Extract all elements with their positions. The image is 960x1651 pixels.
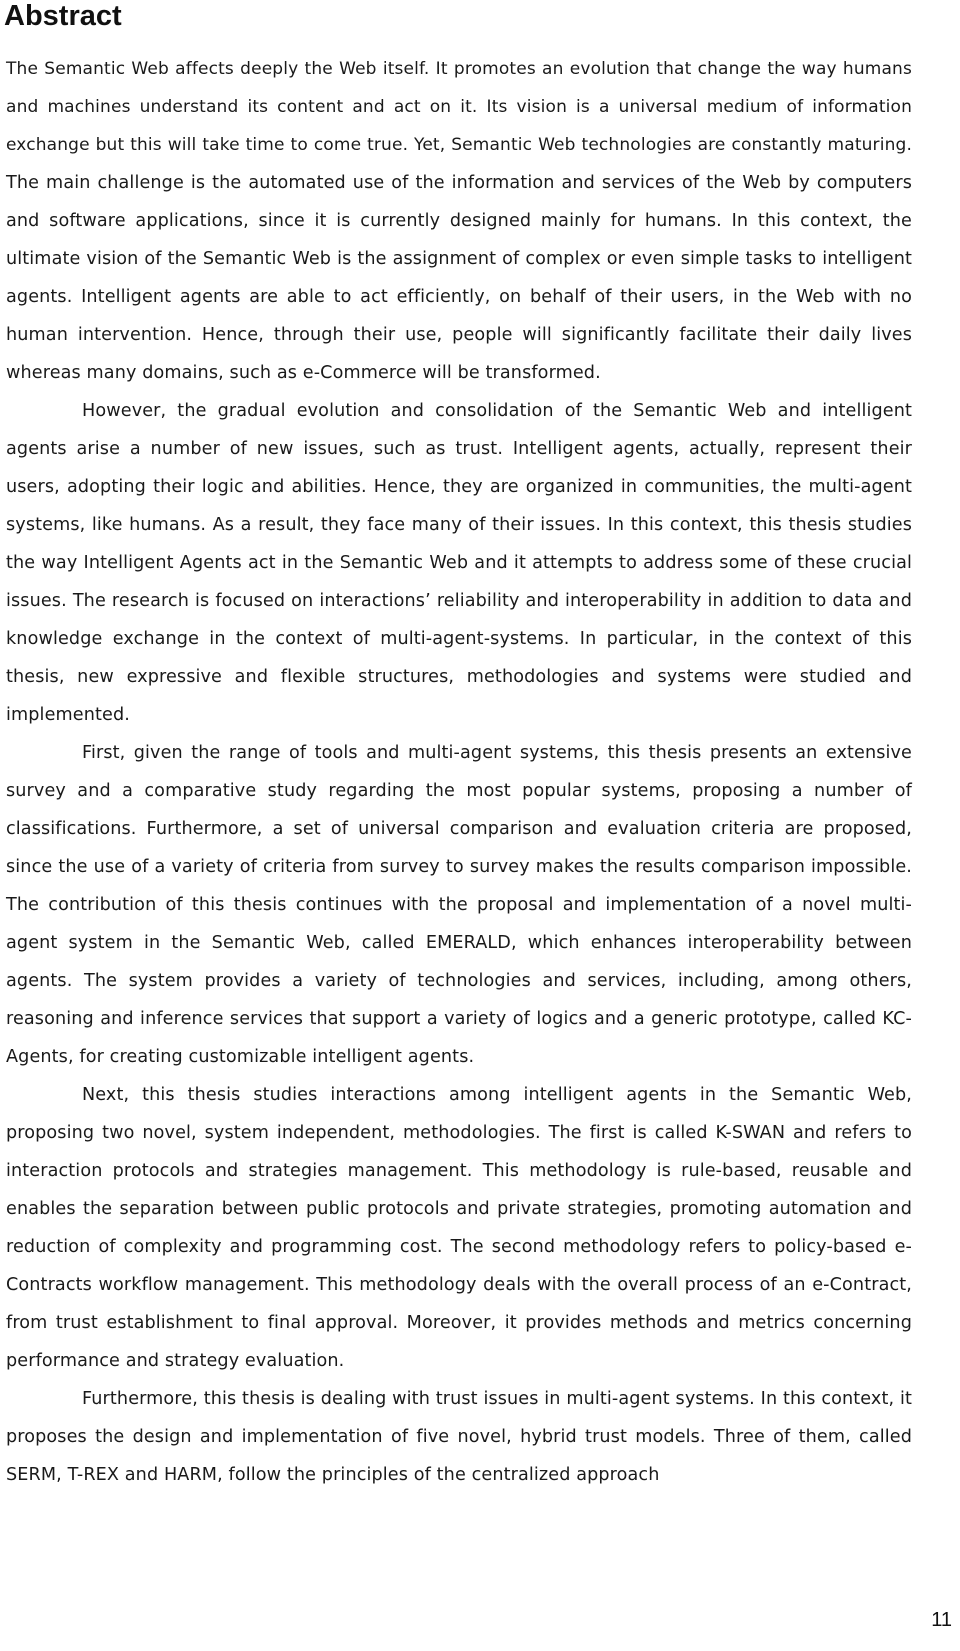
paragraph-1-rest: The main challenge is the automated use of the information and services of the Web by computers and software applications, since it is currently designed mainly for humans. In this context, the ultimate vision of the Semantic Web is the assignment of complex or even simple tasks to intelligent agents. Intelligent agents are able to act efficiently, on behalf of their users, in the Web with no human intervention. Hence, through their use, people will significantly facilitate their daily lives whereas many domains, such as e-Commerce will be transformed. bbox=[6, 173, 912, 383]
paragraph-5: Furthermore, this thesis is dealing with trust issues in multi-agent systems. In this context, it proposes the design and implementation of five novel, hybrid trust models. Three of them, called SERM, T-REX and HARM, follow the principles of the centralized approach bbox=[6, 1389, 912, 1485]
page-number: 11 bbox=[931, 1609, 952, 1631]
abstract-body bbox=[6, 50, 912, 1494]
paragraph-1 bbox=[6, 50, 912, 392]
section-heading: Abstract bbox=[4, 0, 122, 32]
paragraph-3: First, given the range of tools and multi-agent systems, this thesis presents an extensive survey and a comparative study regarding the most popular systems, proposing a number of classifications. Furthermore, a set of universal comparison and evaluation criteria are proposed, since the use of a variety of criteria from survey to survey makes the results comparison impossible. The contribution of this thesis continues with the proposal and implementation of a novel multi-agent system in the Semantic Web, called EMERALD, which enhances interoperability between agents. The system provides a variety of technologies and services, including, among others, reasoning and inference services that support a variety of logics and a generic prototype, called KC-Agents, for creating customizable intelligent agents. bbox=[6, 743, 912, 1067]
paragraph-2: However, the gradual evolution and consolidation of the Semantic Web and intelligent agents arise a number of new issues, such as trust. Intelligent agents, actually, represent their users, adopting their logic and abilities. Hence, they are organized in communities, the multi-agent systems, like humans. As a result, they face many of their issues. In this context, this thesis studies the way Intelligent Agents act in the Semantic Web and it attempts to address some of these crucial issues. The research is focused on interactions’ reliability and interoperability in addition to data and knowledge exchange in the context of multi-agent-systems. In particular, in the context of this thesis, new expressive and flexible structures, methodologies and systems were studied and implemented. bbox=[6, 401, 912, 725]
paragraph-1-lead: The Semantic Web affects deeply the Web itself. It promotes an evolution that change the way humans and machines understand its content and act on it. Its vision is a universal medium of information exchange but this will take time to come true. Yet, Semantic Web technologies are constantly maturing. bbox=[6, 59, 912, 155]
paragraph-4: Next, this thesis studies interactions among intelligent agents in the Semantic Web, proposing two novel, system independent, methodologies. The first is called K-SWAN and refers to interaction protocols and strategies management. This methodology is rule-based, reusable and enables the separation between public protocols and private strategies, promoting automation and reduction of complexity and programming cost. The second methodology refers to policy-based e-Contracts workflow management. This methodology deals with the overall process of an e-Contract, from trust establishment to final approval. Moreover, it provides methods and metrics concerning performance and strategy evaluation. bbox=[6, 1085, 912, 1371]
